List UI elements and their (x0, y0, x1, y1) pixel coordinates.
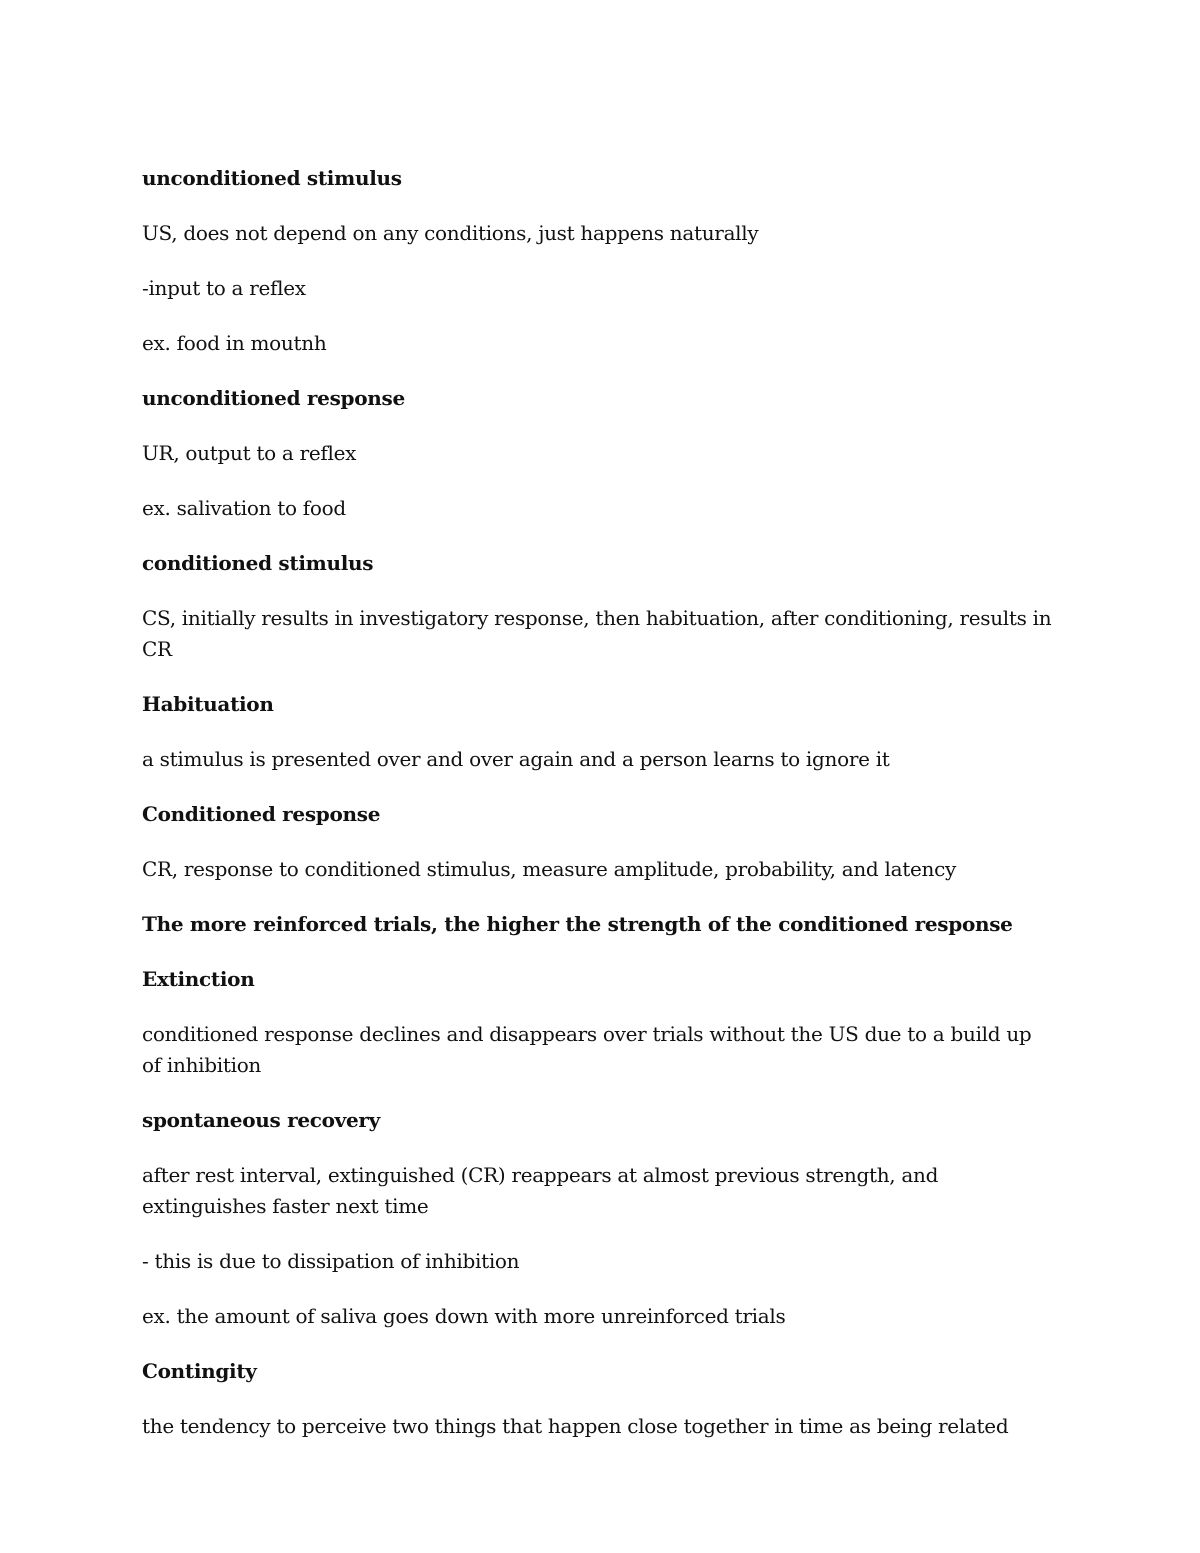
definition-text: after rest interval, extinguished (CR) reappears at almost previous strength, and extinguishes faster next time (142, 1163, 939, 1218)
term-heading: Extinction (142, 967, 255, 991)
term-heading: unconditioned stimulus (142, 166, 402, 190)
definition-text: -input to a reflex (142, 276, 306, 300)
definition-text: CS, initially results in investigatory response, then habituation, after conditioning, results in CR (142, 606, 1052, 661)
term-heading: conditioned stimulus (142, 551, 374, 575)
term-heading: unconditioned response (142, 386, 405, 410)
definition-text: - this is due to dissipation of inhibition (142, 1249, 520, 1273)
term-heading: Conditioned response (142, 802, 381, 826)
definition-text: the tendency to perceive two things that happen close together in time as being related (142, 1414, 1009, 1438)
term-heading: Contingity (142, 1359, 257, 1383)
definition-text: CR, response to conditioned stimulus, measure amplitude, probability, and latency (142, 857, 956, 881)
term-heading: spontaneous recovery (142, 1108, 380, 1132)
definition-text: ex. salivation to food (142, 496, 346, 520)
definition-text: a stimulus is presented over and over again and a person learns to ignore it (142, 747, 890, 771)
definition-text: conditioned response declines and disappears over trials without the US due to a build up of inhibition (142, 1022, 1032, 1077)
definition-text: US, does not depend on any conditions, just happens naturally (142, 221, 759, 245)
term-heading: The more reinforced trials, the higher the strength of the conditioned response (142, 912, 1013, 936)
definition-text: UR, output to a reflex (142, 441, 357, 465)
definition-text: ex. food in moutnh (142, 331, 327, 355)
document-body (142, 163, 1052, 1466)
term-heading: Habituation (142, 692, 274, 716)
definition-text: ex. the amount of saliva goes down with more unreinforced trials (142, 1304, 786, 1328)
